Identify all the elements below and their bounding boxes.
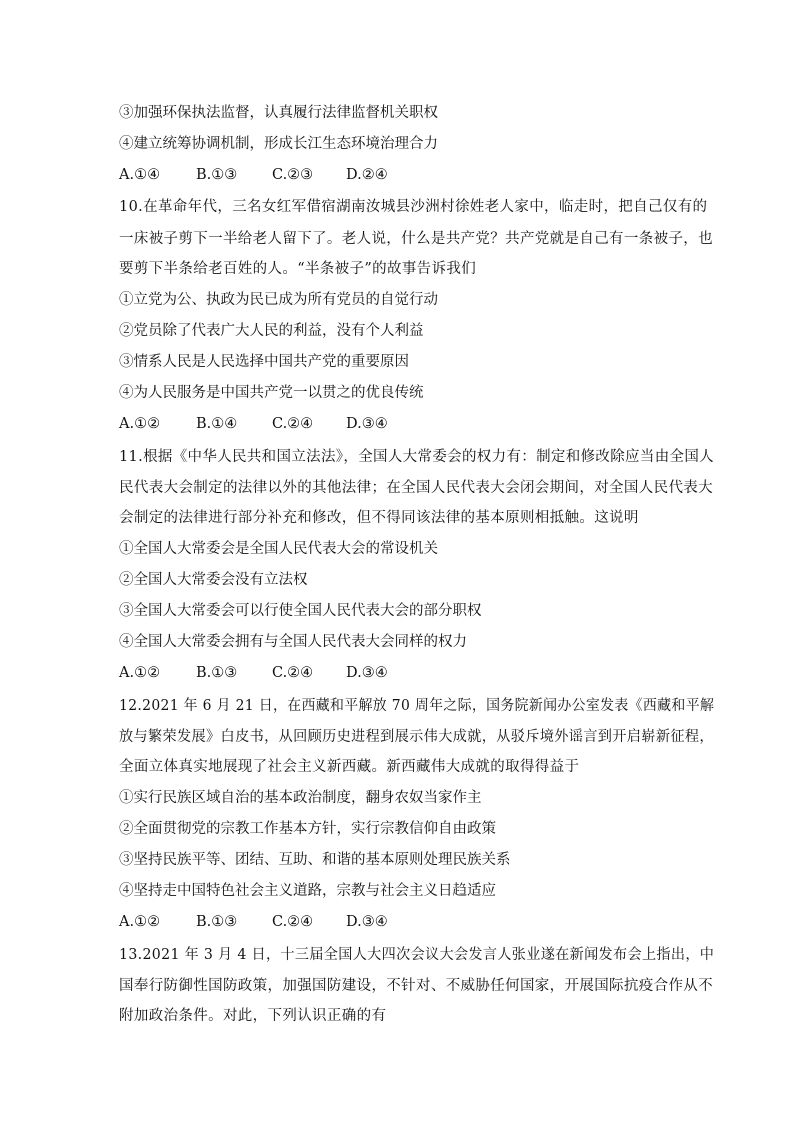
q12-stem-line-1: 12.2021 年 6 月 21 日，在西藏和平解放 70 周年之际，国务院新闻办公室发表《西藏和平解 (119, 698, 715, 714)
q12-choice-c: C.②④ (272, 914, 314, 930)
q11-choice-c: C.②④ (272, 665, 314, 681)
q10-choice-b: B.①④ (196, 416, 238, 432)
q12-choice-b: B.①③ (196, 914, 238, 930)
q12-option-3: ③坚持民族平等、团结、互助、和谐的基本原则处理民族关系 (119, 852, 511, 868)
q12-stem-line-3: 全面立体真实地展现了社会主义新西藏。新西藏伟大成就的取得得益于 (119, 759, 580, 775)
q13-stem-line-3: 附加政治条件。对此，下列认识正确的有 (119, 1008, 387, 1024)
q12-option-2: ②全面贯彻党的宗教工作基本方针，实行宗教信仰自由政策 (119, 821, 496, 837)
q10-choice-c: C.②④ (272, 416, 314, 432)
q10-choice-a: A.①② (119, 416, 161, 432)
q11-option-2: ②全国人大常委会没有立法权 (119, 572, 308, 588)
q11-stem-line-3: 会制定的法律进行部分补充和修改，但不得同该法律的基本原则相抵触。这说明 (119, 510, 639, 526)
q9-option-3: ③加强环保执法监督，认真履行法律监督机关职权 (119, 105, 438, 121)
q12-stem-line-2: 放与繁荣发展》白皮书，从回顾历史进程到展示伟大成就，从驳斥境外谣言到开启崭新征程， (119, 729, 714, 745)
q12-choice-a: A.①② (119, 914, 161, 930)
q11-choice-b: B.①③ (196, 665, 238, 681)
q9-choice-a: A.①④ (119, 167, 161, 183)
q11-stem-line-1: 11.根据《中华人民共和国立法法》，全国人大常委会的权力有：制定和修改除应当由全国人 (119, 449, 715, 465)
q10-stem-line-3: 要剪下半条给老百姓的人。“半条被子”的故事告诉我们 (119, 261, 477, 277)
q11-option-3: ③全国人大常委会可以行使全国人民代表大会的部分职权 (119, 603, 482, 619)
q13-stem-line-2: 国奉行防御性国防政策，加强国防建设，不针对、不威胁任何国家，开展国际抗疫合作从不 (119, 978, 713, 994)
q9-choice-d: D.②④ (346, 167, 388, 183)
q9-choice-c: C.②③ (272, 167, 314, 183)
q13-stem-line-1: 13.2021 年 3 月 4 日，十三届全国人大四次会议大会发言人张业遂在新闻发布会上指出，中 (119, 947, 715, 963)
q9-choice-b: B.①③ (196, 167, 238, 183)
q12-option-1: ①实行民族区域自治的基本政治制度，翻身农奴当家作主 (119, 790, 482, 806)
q10-stem-line-2: 一床被子剪下一半给老人留下了。老人说，什么是共产党？共产党就是自己有一条被子，也 (119, 231, 713, 247)
q11-option-1: ①全国人大常委会是全国人民代表大会的常设机关 (119, 541, 438, 557)
q9-option-4: ④建立统筹协调机制，形成长江生态环境治理合力 (119, 136, 438, 152)
q12-choice-d: D.③④ (346, 914, 388, 930)
q10-option-1: ①立党为公、执政为民已成为所有党员的自觉行动 (119, 292, 438, 308)
q12-option-4: ④坚持走中国特色社会主义道路，宗教与社会主义日趋适应 (119, 883, 496, 899)
q11-choice-a: A.①② (119, 665, 161, 681)
q10-option-3: ③情系人民是人民选择中国共产党的重要原因 (119, 354, 409, 370)
q11-option-4: ④全国人大常委会拥有与全国人民代表大会同样的权力 (119, 634, 467, 650)
q11-stem-line-2: 民代表大会制定的法律以外的其他法律；在全国人民代表大会闭会期间，对全国人民代表大 (119, 480, 713, 496)
q10-choice-d: D.③④ (346, 416, 388, 432)
q10-option-2: ②党员除了代表广大人民的利益，没有个人利益 (119, 323, 424, 339)
q10-stem-line-1: 10.在革命年代，三名女红军借宿湖南汝城县沙洲村徐姓老人家中，临走时，把自己仅有的 (119, 199, 708, 215)
q10-option-4: ④为人民服务是中国共产党一以贯之的优良传统 (119, 385, 424, 401)
q11-choice-d: D.③④ (346, 665, 388, 681)
